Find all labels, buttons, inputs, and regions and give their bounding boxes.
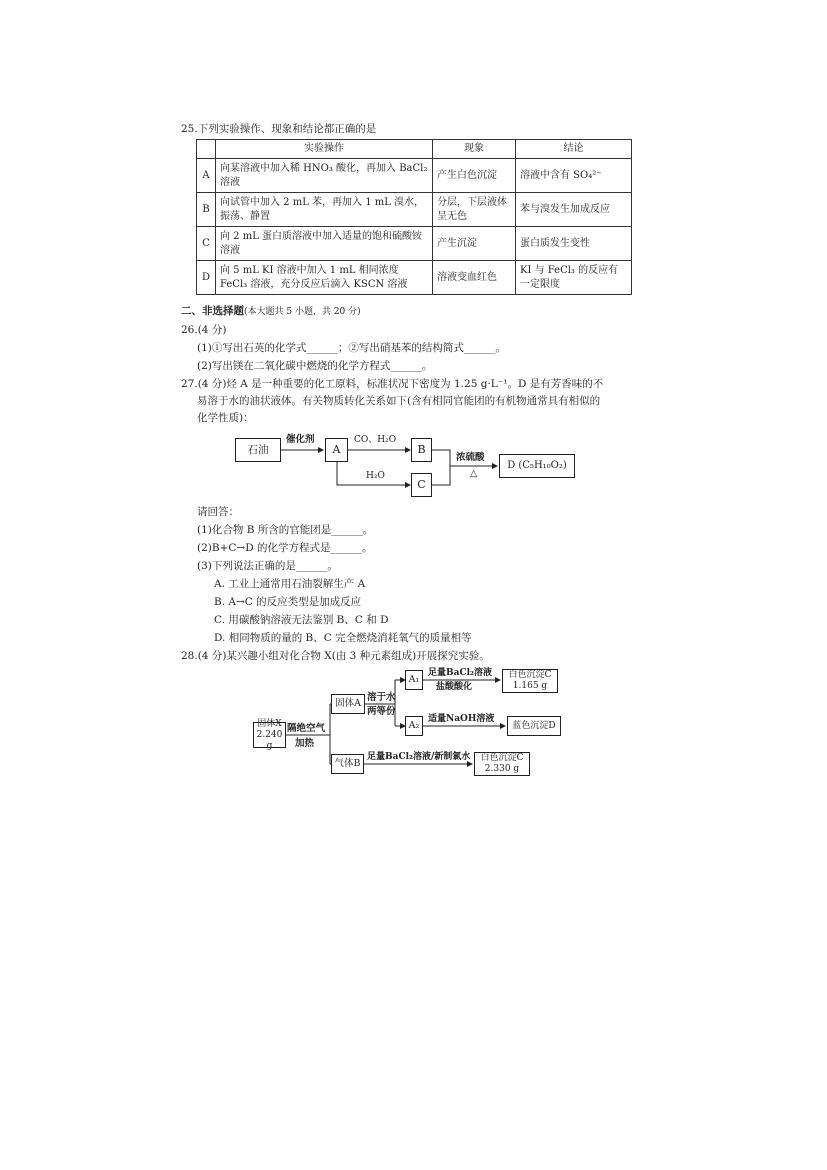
box-d: D (C₅H₁₀O₂) (499, 454, 575, 478)
box-white-precipitate-c1 (502, 669, 558, 693)
table-header-phenomenon: 现象 (433, 140, 516, 159)
box-a: A (325, 438, 348, 462)
q27-ask: 请回答： (197, 506, 239, 518)
precipitate-c1-label: 白色沉淀C (508, 670, 552, 680)
label-bacl2-chlorine-water: 足量BaCl₂溶液/新制氯水 (367, 752, 471, 762)
section-note: (本大题共 5 小题，共 20 分) (244, 307, 361, 317)
label-co-h2o: CO、H₂O (354, 435, 397, 445)
box-solid-a: 固体A (331, 694, 365, 714)
conclusion-cell: 溶液中含有 SO₄²⁻ (516, 159, 632, 193)
label-hcl-acidified: 盐酸酸化 (436, 682, 473, 692)
conclusion-cell: 苯与溴发生加成反应 (516, 193, 632, 227)
operation-cell: 向试管中加入 2 mL 苯，再加入 1 mL 溴水，振荡、静置 (216, 193, 433, 227)
label-isolate-air: 隔绝空气 (287, 723, 326, 734)
operation-cell: 向某溶液中加入稀 HNO₃ 酸化，再加入 BaCl₂ 溶液 (216, 159, 433, 193)
operation-cell: 向 5 mL KI 溶液中加入 1 mL 相同浓度 FeCl₃ 溶液，充分反应后滴入 KSCN 溶液 (216, 261, 433, 295)
option-label: C (197, 227, 216, 261)
table-header-operation: 实验操作 (216, 140, 433, 159)
solid-x-mass: 2.240 g (256, 729, 283, 751)
q27-line3: 化学性质)： (197, 412, 254, 424)
operation-cell: 向 2 mL 蛋白质溶液中加入适量的饱和硫酸铵溶液 (216, 227, 433, 261)
section-title: 二、非选择题 (181, 305, 244, 317)
q27-option-c: C. 用碳酸钠溶液无法鉴别 B、C 和 D (214, 614, 389, 626)
box-petroleum: 石油 (235, 438, 281, 462)
q27-sub3: (3)下列说法正确的是______。 (197, 560, 338, 572)
q27-line1: 27.(4 分)烃 A 是一种重要的化工原料，标准状况下密度为 1.25 g·L⁻¹。D 是有芳香味的不 (181, 378, 604, 390)
label-heat-delta: △ (470, 468, 478, 479)
precipitate-c2-label: 白色沉淀C (480, 753, 524, 763)
q27-line2: 易溶于水的油状液体。有关物质转化关系如下(含有相同官能团的有机物通常具有相似的 (197, 395, 601, 407)
q27-sub2: (2)B+C→D 的化学方程式是______。 (197, 542, 373, 554)
box-gas-b: 气体B (331, 754, 364, 774)
box-solid-x (253, 718, 286, 751)
option-label: A (197, 159, 216, 193)
label-bacl2-excess: 足量BaCl₂溶液 (428, 668, 492, 678)
precipitate-c2-mass: 2.330 g (484, 764, 520, 774)
precipitate-c1-mass: 1.165 g (512, 681, 548, 691)
label-dissolve: 溶于水 (367, 692, 396, 703)
label-two-parts: 两等份 (367, 706, 396, 717)
box-c: C (411, 473, 432, 497)
label-h2o: H₂O (366, 471, 385, 481)
q26-line2: (2)写出镁在二氧化碳中燃烧的化学方程式______。 (197, 360, 433, 372)
conclusion-cell: 蛋白质发生变性 (516, 227, 632, 261)
q26-line1: (1)①写出石英的化学式______；②写出硝基苯的结构简式______。 (197, 342, 506, 354)
phenomenon-cell: 分层，下层液体呈无色 (433, 193, 516, 227)
conclusion-cell: KI 与 FeCl₃ 的反应有一定限度 (516, 261, 632, 295)
box-blue-precipitate-d: 蓝色沉淀D (507, 716, 561, 736)
q27-option-d: D. 相同物质的量的 B、C 完全燃烧消耗氧气的质量相等 (214, 632, 472, 644)
q26-head: 26.(4 分) (181, 324, 227, 336)
option-label: D (197, 261, 216, 295)
label-heating: 加热 (295, 738, 315, 749)
phenomenon-cell: 产生白色沉淀 (433, 159, 516, 193)
solid-x-label: 固体X (257, 718, 282, 729)
label-conc-sulfuric-acid: 浓硫酸 (456, 452, 485, 463)
phenomenon-cell: 产生沉淀 (433, 227, 516, 261)
box-a2: A₂ (405, 716, 423, 736)
label-naoh: 适量NaOH溶液 (428, 714, 495, 724)
box-a1: A₁ (405, 670, 423, 690)
option-label: B (197, 193, 216, 227)
q25-title: 25.下列实验操作、现象和结论都正确的是 (181, 123, 377, 135)
q27-option-a: A. 工业上通常用石油裂解生产 A (214, 578, 366, 590)
q27-option-b: B. A→C 的反应类型是加成反应 (214, 596, 362, 608)
q28-line1: 28.(4 分)某兴趣小组对化合物 X(由 3 种元素组成)开展探究实验。 (181, 650, 490, 662)
box-white-precipitate-c2 (474, 752, 530, 776)
phenomenon-cell: 溶液变血红色 (433, 261, 516, 295)
table-header-conclusion: 结论 (516, 140, 632, 159)
q27-sub1: (1)化合物 B 所含的官能团是______。 (197, 524, 374, 536)
box-b: B (411, 438, 432, 462)
label-catalyst: 催化剂 (286, 434, 315, 445)
